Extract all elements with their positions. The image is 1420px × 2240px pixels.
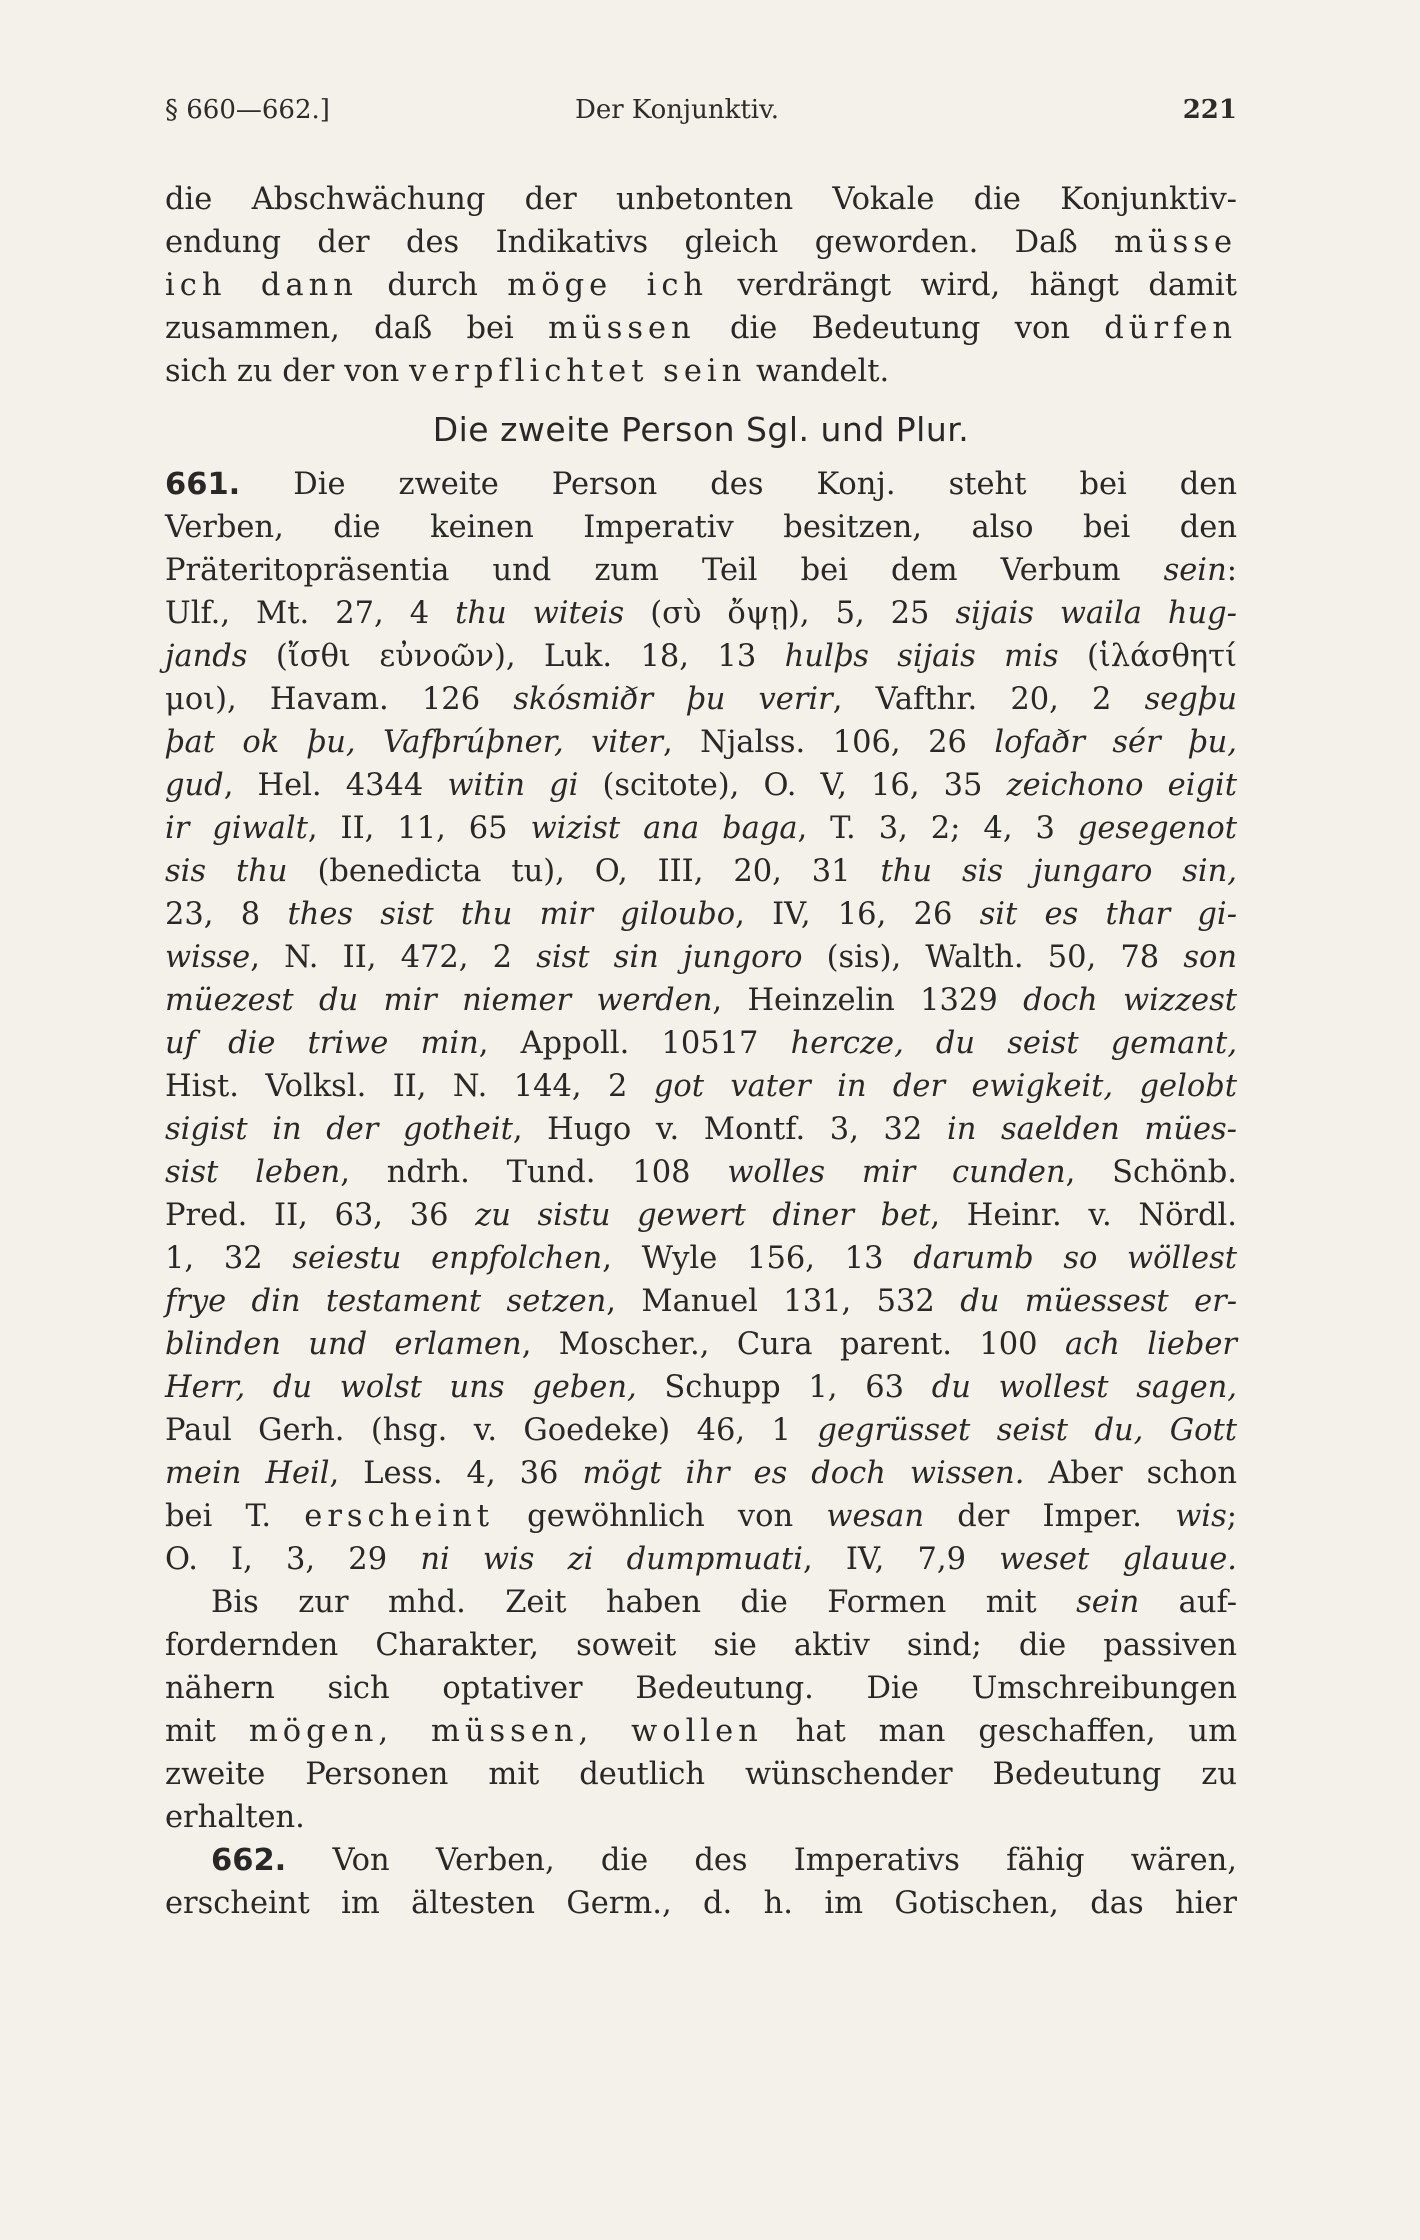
text-run: ich dann [165,268,358,303]
text-run: sist sin jungoro [536,940,803,975]
text-run: frye din testament setzen [165,1284,607,1319]
text-run: möge ich [507,268,709,303]
text-run: die Bedeutung von [695,311,1105,346]
text-line [165,1151,1237,1194]
text-line [165,1581,1237,1624]
text-run: gesegenot [1077,811,1237,846]
text-run: (benedicta tu), O, III, 20, 31 [287,854,881,889]
text-run: skósmiðr þu verir [513,682,833,717]
text-line [165,936,1237,979]
text-run: ni wis zi dumpmuati [420,1542,803,1577]
text-run: du müessest er- [960,1284,1238,1319]
text-run: , Wyle 156, 13 [602,1241,914,1276]
text-run: darumb so wöllest [913,1241,1237,1276]
text-line [165,635,1237,678]
text-run: gegrüsset seist du, Gott [817,1413,1237,1448]
text-line [165,721,1237,764]
text-line [165,1366,1237,1409]
text-run: der Imper. [924,1499,1176,1534]
text-run: auf- [1139,1585,1238,1620]
text-run: wesan [826,1499,924,1534]
text-run: uf die triwe min [165,1026,479,1061]
text-run: müssen [548,311,696,346]
text-run: , Hugo v. Montf. 3, 32 [512,1112,947,1147]
text-line [165,807,1237,850]
text-line [165,350,1237,393]
text-run: (σὺ ὄψῃ), 5, 25 [624,596,956,631]
text-run: durch [357,268,508,303]
text-run: sijais waila hug- [955,596,1237,631]
text-run: witin gi [447,768,579,803]
text-run: , II, 11, 65 [307,811,531,846]
text-run: sein [1163,553,1227,588]
text-line [165,1624,1237,1667]
text-line [165,1022,1237,1065]
text-run: ; [1226,1499,1237,1534]
text-run: wizist ana baga [530,811,798,846]
text-line [165,1495,1237,1538]
text-run: mögen, müssen, wollen [248,1714,763,1749]
text-line [165,1667,1237,1710]
section-number: 662. [211,1843,287,1878]
text-run: (ἴσθι εὐνοῶν), Luk. 18, 13 [247,639,785,674]
text-run: thu sis jungaro sin, [880,854,1237,889]
text-run: jands [165,639,248,674]
text-run: ir giwalt [165,811,308,846]
text-run: , Schönb. [1065,1155,1237,1190]
text-run: verdrängt wird, hängt damit [708,268,1237,303]
text-line [165,178,1237,221]
text-run: μοι), Havam. 126 [165,682,514,717]
text-run: sis thu [165,854,288,889]
text-line [165,1237,1237,1280]
text-run: sit es thar gi- [979,897,1237,932]
text-run: þat ok þu, Vafþrúþner, viter [165,725,663,760]
text-line [165,1452,1237,1495]
text-run: Ulf., Mt. 27, 4 [165,596,456,631]
text-run: erhalten. [165,1800,305,1835]
text-run: mögt ihr es doch wissen. [582,1456,1025,1491]
text-run: , Njalss. 106, 26 [663,725,995,760]
text-line [165,307,1237,350]
text-line [165,764,1237,807]
text-run: mit [165,1714,249,1749]
text-line [165,1323,1237,1366]
text-run: sist leben [165,1155,341,1190]
text-run: wolles mir cunden [727,1155,1066,1190]
text-run: zu sistu gewert diner bet [475,1198,931,1233]
text-run: zusammen, daß bei [165,311,549,346]
text-run: bei T. [165,1499,305,1534]
text-run: erscheint [304,1499,494,1534]
text-line [165,1753,1237,1796]
text-run: zweite Personen mit deutlich wünschender Bedeutung zu [165,1757,1237,1792]
text-run: (ἱλάσθητί [1058,639,1238,674]
text-line [165,1882,1237,1925]
text-run: Paul Gerh. (hsg. v. Goedeke) 46, 1 [165,1413,818,1448]
text-line [165,1538,1237,1581]
text-run: sich zu der von [165,354,410,389]
text-run: endung der des Indikativs gleich geworden. Daß [165,225,1115,260]
text-run: : [1226,553,1237,588]
text-run: , Heinr. v. Nördl. [930,1198,1237,1233]
text-run: hercze, du seist gemant, [790,1026,1238,1061]
section-range: § 660—662.] [165,95,330,125]
section-heading: Die zweite Person Sgl. und Plur. [432,410,970,449]
text-line [165,1065,1237,1108]
text-run: ach lieber [1064,1327,1237,1362]
text-run: Schupp 1, 63 [636,1370,932,1405]
text-run: thu witeis [455,596,625,631]
text-run: in saelden mües- [946,1112,1237,1147]
text-run: , IV, 7,9 [802,1542,1000,1577]
text-run: mein Heil [165,1456,330,1491]
text-run: , Less. 4, 36 [329,1456,583,1491]
text-line [165,463,1237,506]
text-line [165,506,1237,549]
body-text [165,178,1237,1925]
text-run: Bis zur mhd. Zeit haben die Formen mit [211,1585,1077,1620]
text-run: (sis), Walth. 50, 78 [802,940,1184,975]
text-run: 1, 32 [165,1241,293,1276]
text-run: gewöhnlich von [493,1499,827,1534]
text-line [165,264,1237,307]
text-run: Die zweite Person des Konj. steht bei den [240,467,1237,502]
text-run: , Hel. 4344 [223,768,448,803]
text-line [165,678,1237,721]
running-header [165,95,1237,135]
text-run: hat man geschaffen, um [762,1714,1237,1749]
text-run: , N. II, 472, 2 [250,940,537,975]
text-line [165,979,1237,1022]
text-run: Hist. Volksl. II, N. 144, 2 [165,1069,654,1104]
text-run: seiestu enpfolchen [292,1241,603,1276]
text-line [165,1796,1237,1839]
text-line [165,1280,1237,1323]
text-run: weset glauue. [999,1542,1237,1577]
text-run: müsse [1114,225,1237,260]
text-run: Verben, die keinen Imperativ besitzen, also bei den [165,510,1237,545]
text-run: , Manuel 131, 532 [606,1284,961,1319]
text-run: thes sist thu mir giloubo [287,897,736,932]
text-run: zeichono eigit [1006,768,1237,803]
text-run: , Appoll. 10517 [478,1026,791,1061]
text-run: fordernden Charakter, soweit sie aktiv sind; die passiven [165,1628,1237,1663]
text-line [165,1839,1237,1882]
text-run: , Vafthr. 20, 2 [832,682,1145,717]
text-run: müezest du mir niemer werden [165,983,713,1018]
text-run: doch wizzest [1023,983,1237,1018]
text-run: nähern sich optativer Bedeutung. Die Umschreibungen [165,1671,1237,1706]
text-run: segþu [1144,682,1237,717]
text-run: sein [1076,1585,1140,1620]
text-run: son [1183,940,1237,975]
text-line [165,850,1237,893]
text-run: erscheint im ältesten Germ., d. h. im Gotischen, das hier [165,1886,1237,1921]
text-run: die Abschwächung der unbetonten Vokale die Konjunktiv- [165,182,1237,217]
text-run: Pred. II, 63, 36 [165,1198,476,1233]
text-run: O. I, 3, 29 [165,1542,421,1577]
text-run: gud [165,768,224,803]
text-line [165,893,1237,936]
text-run: sigist in der gotheit [165,1112,513,1147]
text-run: du wollest sagen, [931,1370,1237,1405]
text-run: dürfen [1104,311,1238,346]
text-line [165,1194,1237,1237]
text-run: verpflichtet sein [409,354,747,389]
text-run: 23, 8 [165,897,288,932]
text-run: Herr, du wolst uns geben, [165,1370,637,1405]
text-run: Von Verben, die des Imperativs fähig wären, [286,1843,1237,1878]
text-run: lofaðr sér þu, [994,725,1237,760]
text-run: hulþs sijais mis [784,639,1059,674]
text-line [165,1108,1237,1151]
text-line [165,1409,1237,1452]
text-line [165,592,1237,635]
text-line [165,549,1237,592]
text-run: Aber schon [1024,1456,1237,1491]
text-run: wisse [165,940,251,975]
text-run: got vater in der ewigkeit, gelobt [653,1069,1237,1104]
text-run: , IV, 16, 26 [735,897,980,932]
chapter-title: Der Konjunktiv. [575,95,779,125]
text-run: wis [1175,1499,1227,1534]
text-run: wandelt. [746,354,890,389]
text-run: Präteritopräsentia und zum Teil bei dem Verbum [165,553,1164,588]
section-number: 661. [165,467,241,502]
text-run: blinden und erlamen [165,1327,522,1362]
text-run: , T. 3, 2; 4, 3 [797,811,1078,846]
text-run: , ndrh. Tund. 108 [340,1155,728,1190]
text-run: , Heinzelin 1329 [712,983,1024,1018]
text-line [165,1710,1237,1753]
page-number: 221 [1182,95,1237,125]
text-run: , Moscher., Cura parent. 100 [521,1327,1065,1362]
text-line [165,221,1237,264]
text-run: (scitote), O. V, 16, 35 [578,768,1007,803]
